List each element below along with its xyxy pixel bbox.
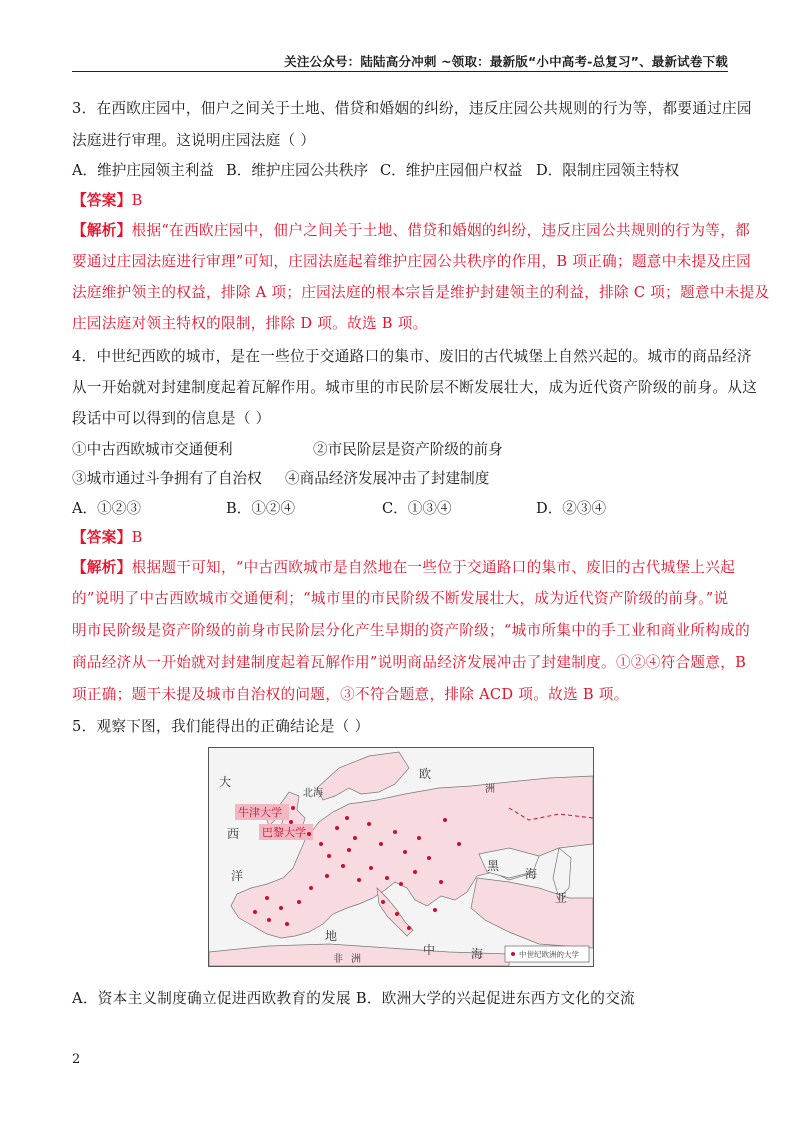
q3-answer-value: B: [131, 192, 143, 209]
university-dot: [367, 822, 371, 826]
q4-option-d: D．②③④: [536, 500, 607, 517]
university-dot: [279, 906, 283, 910]
q4-analysis-line4: 商品经济从一开始就对封建制度起着瓦解作用”说明商品经济发展冲击了封建制度。①②④符合题意，B: [72, 654, 747, 671]
legend-label: 中世纪欧洲的大学: [519, 950, 579, 959]
university-dot: [285, 922, 289, 926]
header-divider: [72, 71, 728, 72]
university-dot: [341, 864, 345, 868]
university-dot: [403, 850, 407, 854]
q3-option-a: A．维护庄园领主利益: [72, 162, 214, 179]
q4-stem-line2: 从一开始就对封建制度起着瓦解作用。城市里的市民阶层不断发展壮大，成为近代资产阶级的前身。从这: [72, 379, 758, 396]
label-ya: 亚: [555, 891, 568, 905]
label-xi: 西: [227, 827, 240, 841]
q3-answer: [72, 190, 143, 212]
university-dot: [289, 820, 293, 824]
university-dot: [297, 900, 301, 904]
q4-stem-line3: 段话中可以得到的信息是（ ）: [72, 410, 271, 427]
label-yang: 洋: [231, 869, 244, 883]
page-header: 关注公众号：陆陆高分冲刺 ~领取：最新版“小中高考-总复习”、最新试卷下载: [284, 54, 728, 69]
university-dot: [413, 870, 417, 874]
university-dot: [427, 856, 431, 860]
q3-analysis-line1: [72, 220, 750, 242]
university-dot: [369, 866, 373, 870]
label-north-sea: 北海: [303, 788, 323, 799]
q5-stem: 5．观察下图，我们能得出的正确结论是（ ）: [72, 718, 370, 735]
label-zhou: 洲: [485, 784, 495, 795]
label-zhou2: 洲: [351, 954, 361, 965]
q4-analysis-text1: 根据题干可知，“中古西欧城市是自然地在一些位于交通路口的集市、废旧的古代城堡上兴起: [131, 559, 736, 576]
university-dot: [439, 880, 443, 884]
q4-analysis-line5: 项正确；题干未提及城市自治权的问题，③不符合题意，排除 ACD 项。故选 B 项。: [72, 686, 629, 703]
q4-statement-1: ①中古西欧城市交通便利: [72, 441, 233, 458]
q4-option-c: C．①③④: [382, 500, 452, 517]
university-dot: [253, 910, 257, 914]
university-dot: [393, 830, 397, 834]
q3-stem-line2: 法庭进行审理。这说明庄园法庭（ ）: [72, 132, 316, 149]
university-dot: [319, 842, 323, 846]
q4-answer-value: B: [131, 529, 143, 546]
q4-option-a: A．①②③: [72, 500, 141, 517]
university-dot: [399, 882, 403, 886]
oxford-label: 牛津大学: [238, 806, 282, 819]
university-dot: [379, 842, 383, 846]
q3-analysis-line3: 法庭维护领主的权益，排除 A 项；庄园法庭的根本宗旨是维护封建领主的利益，排除 C 项；题意中未提及: [72, 284, 770, 301]
label-hei: 黑: [487, 859, 500, 873]
q4-answer-tag: 【答案】: [72, 529, 132, 546]
legend-dot: [511, 952, 515, 956]
medieval-universities-map: [208, 747, 594, 967]
q4-analysis-line3: 明市民阶级是资产阶级的前身市民阶层分化产生早期的资产阶级；“城市所集中的手工业和商业所构成的: [72, 622, 750, 639]
label-ou: 欧: [419, 767, 432, 781]
label-hai: 海: [525, 867, 538, 881]
university-dot: [325, 874, 329, 878]
university-dot: [353, 836, 357, 840]
q4-statement-4: ④商品经济发展冲击了封建制度: [285, 470, 490, 487]
university-dot: [309, 886, 313, 890]
q3-analysis-line4: 庄园法庭对领主特权的限制，排除 D 项。故选 B 项。: [72, 315, 428, 332]
label-di: 地: [325, 929, 338, 943]
q3-analysis-line2: 要通过庄园法庭进行审理”可知，庄园法庭起着维护庄园公共秩序的作用，B 项正确；题意中未提及庄园: [72, 253, 752, 270]
q3-stem-line1: 3．在西欧庄园中，佃户之间关于土地、借贷和婚姻的纠纷，违反庄园公共规则的行为等，都要通过庄园: [72, 100, 752, 117]
university-dot: [381, 900, 385, 904]
q3-analysis-text1: 根据“在西欧庄园中，佃户之间关于土地、借贷和婚姻的纠纷，违反庄园公共规则的行为等，都: [131, 222, 750, 239]
university-dot: [357, 878, 361, 882]
university-dot: [417, 836, 421, 840]
label-fei: 非: [333, 954, 343, 965]
map-illustration: [209, 748, 593, 966]
q3-option-d: D．限制庄园领主特权: [536, 162, 680, 179]
university-dot: [457, 842, 461, 846]
university-dot: [345, 816, 349, 820]
university-dot: [335, 826, 339, 830]
university-dot: [407, 926, 411, 930]
q3-answer-tag: 【答案】: [72, 192, 132, 209]
page-number: 2: [72, 1052, 81, 1067]
university-dot: [307, 832, 311, 836]
q4-option-b: B．①②④: [226, 500, 296, 517]
q3-option-c: C．维护庄园佃户权益: [380, 162, 523, 179]
q4-analysis-line2: 的”说明了中古西欧城市交通便利；“城市里的市民阶级不断发展壮大，成为近代资产阶级的前身。”说: [72, 590, 729, 607]
label-da: 大: [219, 775, 232, 789]
q3-analysis-tag: 【解析】: [72, 222, 132, 239]
university-dot: [327, 854, 331, 858]
q4-analysis-tag: 【解析】: [72, 559, 132, 576]
university-dot: [443, 818, 447, 822]
university-dot: [291, 806, 295, 810]
q4-analysis-line1: [72, 557, 735, 579]
university-dot: [267, 918, 271, 922]
label-hai2: 海: [471, 947, 484, 961]
university-dot: [395, 912, 399, 916]
label-zhong: 中: [423, 943, 436, 957]
q4-answer: [72, 527, 143, 549]
paris-label: 巴黎大学: [262, 826, 306, 839]
university-dot: [385, 876, 389, 880]
university-dot: [347, 848, 351, 852]
university-dot: [433, 908, 437, 912]
university-dot: [265, 896, 269, 900]
q5-options: A．资本主义制度确立促进西欧教育的发展 B．欧洲大学的兴起促进东西方文化的交流: [72, 990, 635, 1007]
q4-stem-line1: 4．中世纪西欧的城市，是在一些位于交通路口的集市、废旧的古代城堡上自然兴起的。城市的商品经济: [72, 348, 752, 365]
q3-option-b: B．维护庄园公共秩序: [226, 162, 369, 179]
q4-statement-3: ③城市通过斗争拥有了自治权: [72, 470, 262, 487]
q4-statement-2: ②市民阶层是资产阶级的前身: [313, 441, 503, 458]
